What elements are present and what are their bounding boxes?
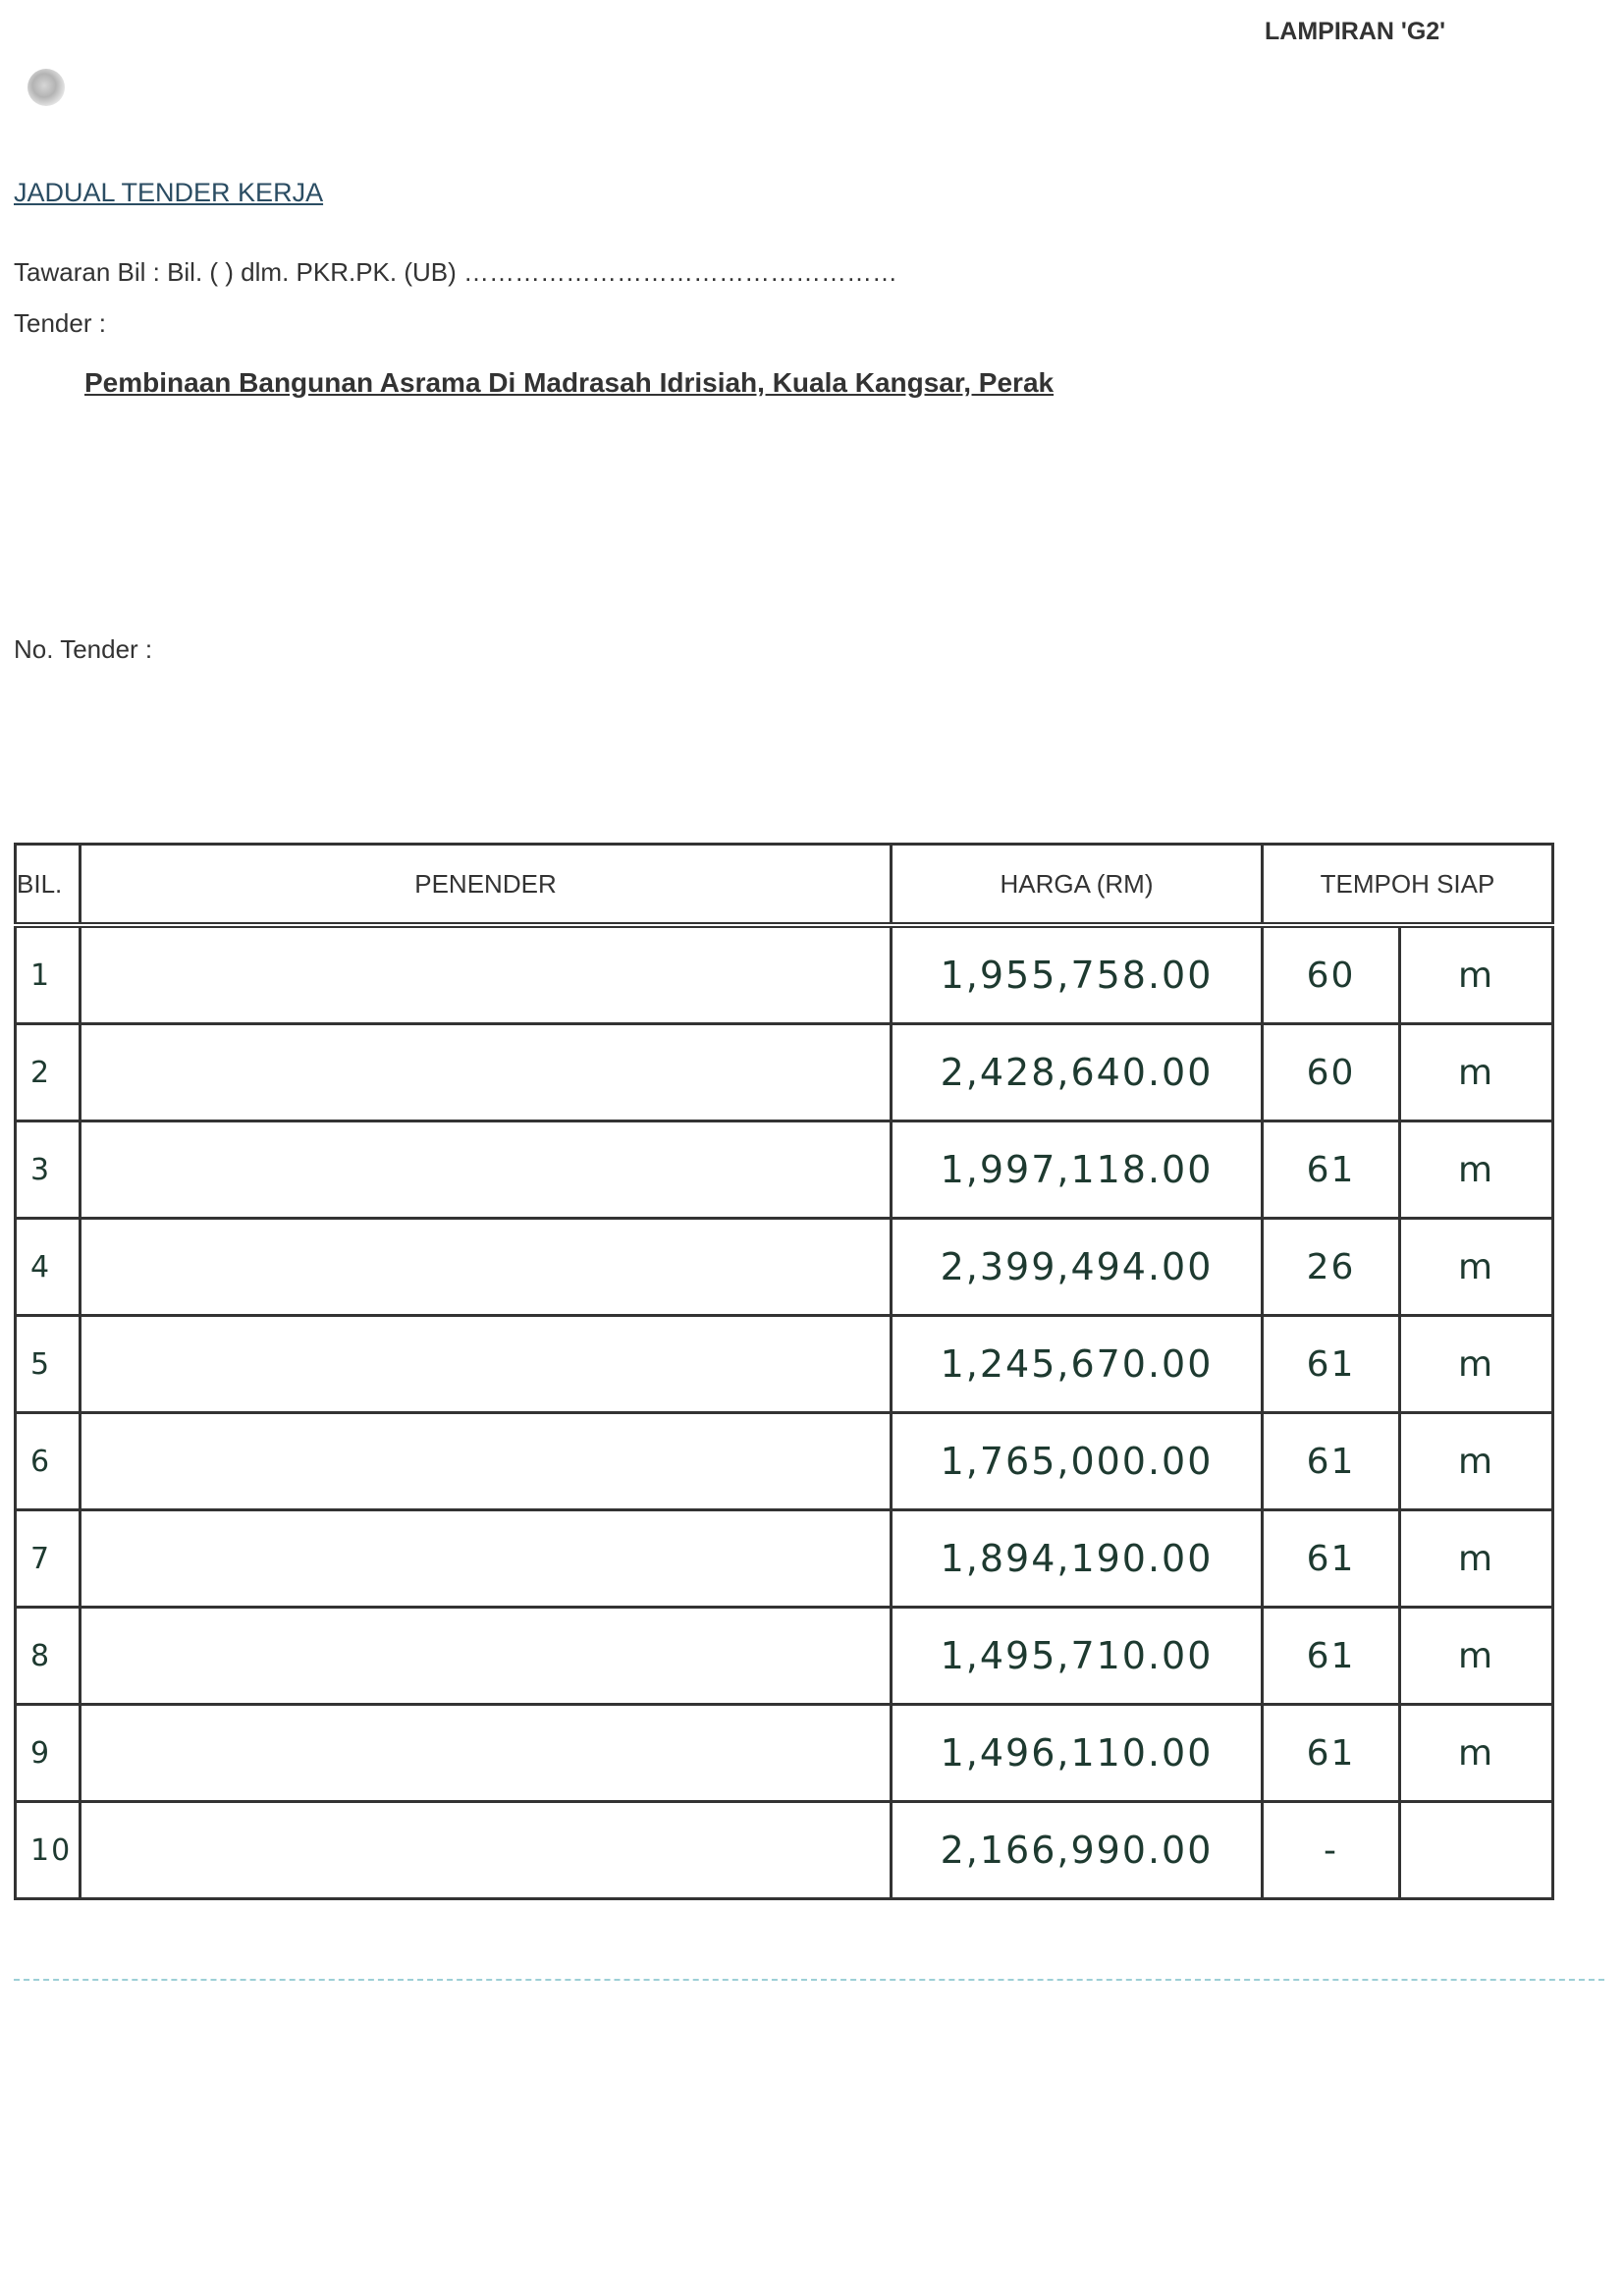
bil-cell: 9	[16, 1705, 81, 1802]
harga-cell: 1,496,110.00	[892, 1705, 1263, 1802]
unit-cell: m	[1400, 1219, 1553, 1316]
header-tempoh: TEMPOH SIAP	[1263, 845, 1553, 926]
tempoh-cell: 26	[1263, 1219, 1400, 1316]
header-harga: HARGA (RM)	[892, 845, 1263, 926]
unit-cell: m	[1400, 1413, 1553, 1510]
bil-cell: 1	[16, 925, 81, 1024]
header-bil: BIL.	[16, 845, 81, 926]
unit-cell: m	[1400, 1510, 1553, 1608]
harga-cell: 2,166,990.00	[892, 1802, 1263, 1899]
harga-cell: 2,399,494.00	[892, 1219, 1263, 1316]
unit-cell: m	[1400, 1121, 1553, 1219]
tender-table-wrapper	[14, 843, 1554, 1900]
bil-cell: 4	[16, 1219, 81, 1316]
tempoh-cell: 61	[1263, 1608, 1400, 1705]
table-row	[16, 925, 1553, 1024]
table-header-row	[16, 845, 1553, 926]
tender-table	[14, 843, 1554, 1900]
scan-divider-line	[14, 1979, 1604, 1981]
penender-cell	[81, 925, 892, 1024]
tempoh-cell: 61	[1263, 1510, 1400, 1608]
table-row	[16, 1510, 1553, 1608]
table-row	[16, 1121, 1553, 1219]
tempoh-cell: -	[1263, 1802, 1400, 1899]
tempoh-cell: 61	[1263, 1705, 1400, 1802]
penender-cell	[81, 1608, 892, 1705]
table-row	[16, 1608, 1553, 1705]
table-row	[16, 1802, 1553, 1899]
unit-cell: m	[1400, 1705, 1553, 1802]
penender-cell	[81, 1316, 892, 1413]
harga-cell: 1,495,710.00	[892, 1608, 1263, 1705]
harga-cell: 1,997,118.00	[892, 1121, 1263, 1219]
penender-cell	[81, 1510, 892, 1608]
bil-cell: 2	[16, 1024, 81, 1121]
tempoh-cell: 61	[1263, 1316, 1400, 1413]
no-tender-label: No. Tender :	[14, 634, 153, 664]
penender-cell	[81, 1024, 892, 1121]
table-row	[16, 1219, 1553, 1316]
tempoh-cell: 61	[1263, 1121, 1400, 1219]
tempoh-cell: 61	[1263, 1413, 1400, 1510]
table-row	[16, 1316, 1553, 1413]
unit-cell: m	[1400, 1024, 1553, 1121]
penender-cell	[81, 1705, 892, 1802]
table-row	[16, 1705, 1553, 1802]
tender-label: Tender :	[14, 308, 106, 338]
bil-cell: 7	[16, 1510, 81, 1608]
stamp-seal-icon	[27, 69, 65, 106]
unit-cell: m	[1400, 1608, 1553, 1705]
unit-cell: m	[1400, 1316, 1553, 1413]
penender-cell	[81, 1413, 892, 1510]
harga-cell: 1,955,758.00	[892, 925, 1263, 1024]
harga-cell: 1,245,670.00	[892, 1316, 1263, 1413]
bil-cell: 8	[16, 1608, 81, 1705]
project-title: Pembinaan Bangunan Asrama Di Madrasah Idrisiah, Kuala Kangsar, Perak	[84, 367, 1055, 398]
table-row	[16, 1024, 1553, 1121]
tempoh-cell: 60	[1263, 1024, 1400, 1121]
tawaran-line: Tawaran Bil : Bil. ( ) dlm. PKR.PK. (UB) ……………………………………………	[14, 257, 897, 287]
bil-cell: 3	[16, 1121, 81, 1219]
penender-cell	[81, 1121, 892, 1219]
bil-cell: 10	[16, 1802, 81, 1899]
table-body	[16, 925, 1553, 1899]
tempoh-cell: 60	[1263, 925, 1400, 1024]
harga-cell: 1,765,000.00	[892, 1413, 1263, 1510]
unit-cell: m	[1400, 925, 1553, 1024]
harga-cell: 2,428,640.00	[892, 1024, 1263, 1121]
bil-cell: 6	[16, 1413, 81, 1510]
penender-cell	[81, 1219, 892, 1316]
penender-cell	[81, 1802, 892, 1899]
document-heading: JADUAL TENDER KERJA	[14, 178, 324, 207]
unit-cell	[1400, 1802, 1553, 1899]
bil-cell: 5	[16, 1316, 81, 1413]
harga-cell: 1,894,190.00	[892, 1510, 1263, 1608]
table-row	[16, 1413, 1553, 1510]
header-penender: PENENDER	[81, 845, 892, 926]
lampiran-label: LAMPIRAN 'G2'	[1265, 18, 1446, 45]
